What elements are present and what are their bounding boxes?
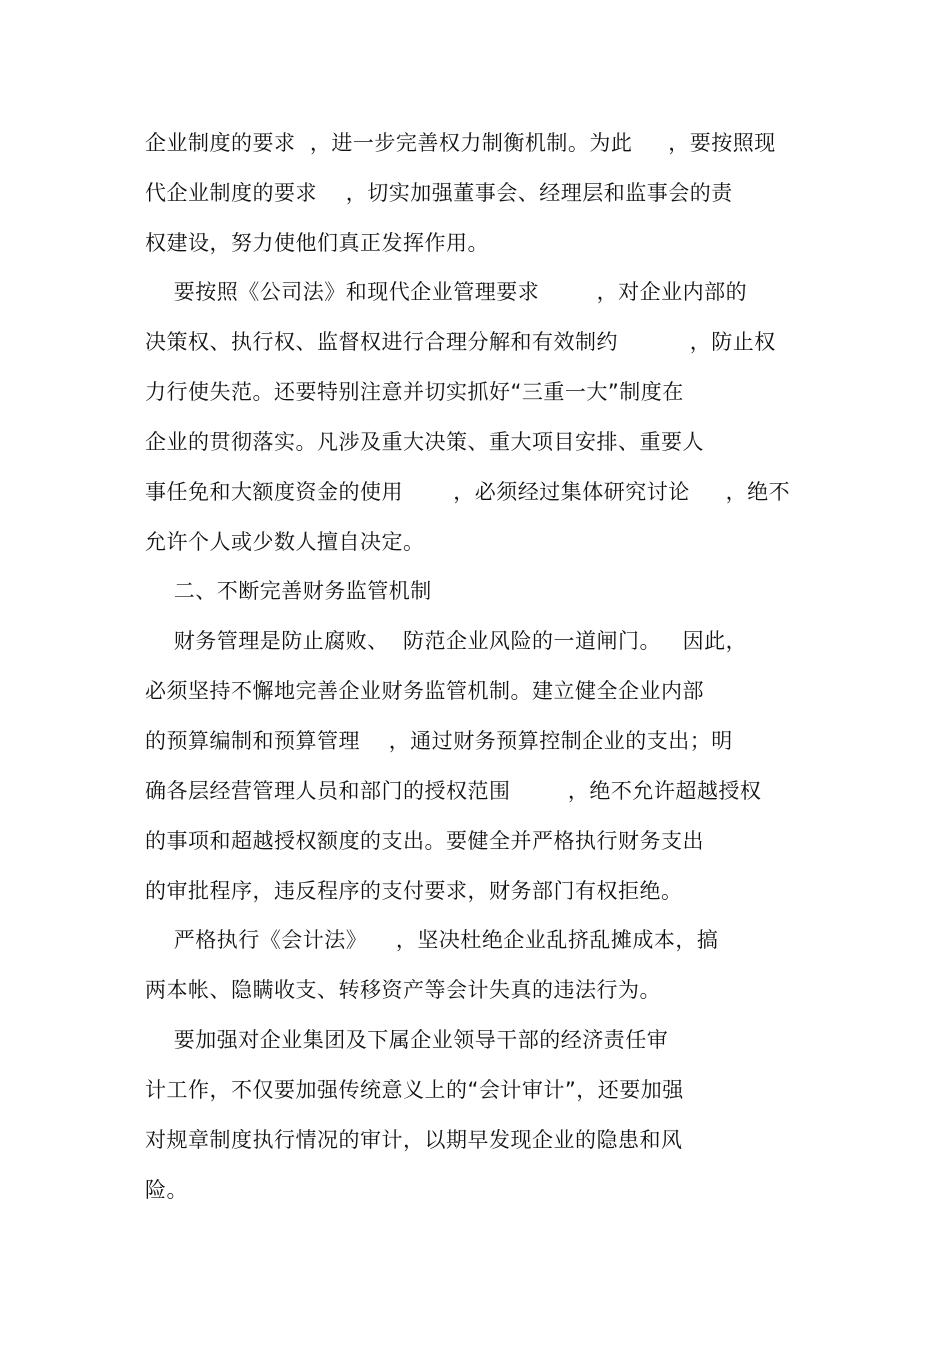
text-line: 的事项和超越授权额度的支出。要健全并严格执行财务支出 bbox=[145, 829, 704, 853]
text-line: 的预算编制和预算管理 ，通过财务预算控制企业的支出；明 bbox=[145, 729, 733, 753]
paragraph-start-line: 财务管理是防止腐败、 防范企业风险的一道闸门。 因此， bbox=[145, 629, 748, 653]
text-line: 两本帐、隐瞒收支、转移资产等会计失真的违法行为。 bbox=[145, 978, 661, 1002]
text-line: 险。 bbox=[145, 1178, 188, 1202]
paragraph-start-line: 要加强对企业集团及下属企业领导干部的经济责任审 bbox=[145, 1028, 669, 1052]
text-line: 企业制度的要求 ，进一步完善权力制衡机制。为此 ，要按照现 bbox=[145, 131, 776, 155]
text-line: 允许个人或少数人擅自决定。 bbox=[145, 530, 425, 554]
text-line: 对规章制度执行情况的审计，以期早发现企业的隐患和风 bbox=[145, 1128, 683, 1152]
section-heading: 二、不断完善财务监管机制 bbox=[145, 579, 432, 603]
text-line: 力行使失范。还要特别注意并切实抓好“三重一大”制度在 bbox=[145, 380, 684, 404]
paragraph-start-line: 要按照《公司法》和现代企业管理要求 ，对企业内部的 bbox=[145, 280, 748, 304]
text-line: 必须坚持不懈地完善企业财务监管机制。建立健全企业内部 bbox=[145, 679, 704, 703]
paragraph-start-line: 严格执行《会计法》 ，坚决杜绝企业乱挤乱摊成本，搞 bbox=[145, 928, 719, 952]
text-line: 决策权、执行权、监督权进行合理分解和有效制约 ，防止权 bbox=[145, 330, 776, 354]
text-line: 权建设，努力使他们真正发挥作用。 bbox=[145, 231, 489, 255]
text-line: 企业的贯彻落实。凡涉及重大决策、重大项目安排、重要人 bbox=[145, 430, 704, 454]
text-line: 计工作，不仅要加强传统意义上的“会计审计”，还要加强 bbox=[145, 1078, 684, 1102]
text-line: 代企业制度的要求 ，切实加强董事会、经理层和监事会的责 bbox=[145, 181, 733, 205]
text-line: 的审批程序，违反程序的支付要求，财务部门有权拒绝。 bbox=[145, 879, 683, 903]
text-line: 事任免和大额度资金的使用 ，必须经过集体研究讨论 ，绝不 bbox=[145, 480, 791, 504]
text-line: 确各层经营管理人员和部门的授权范围 ，绝不允许超越授权 bbox=[145, 779, 762, 803]
